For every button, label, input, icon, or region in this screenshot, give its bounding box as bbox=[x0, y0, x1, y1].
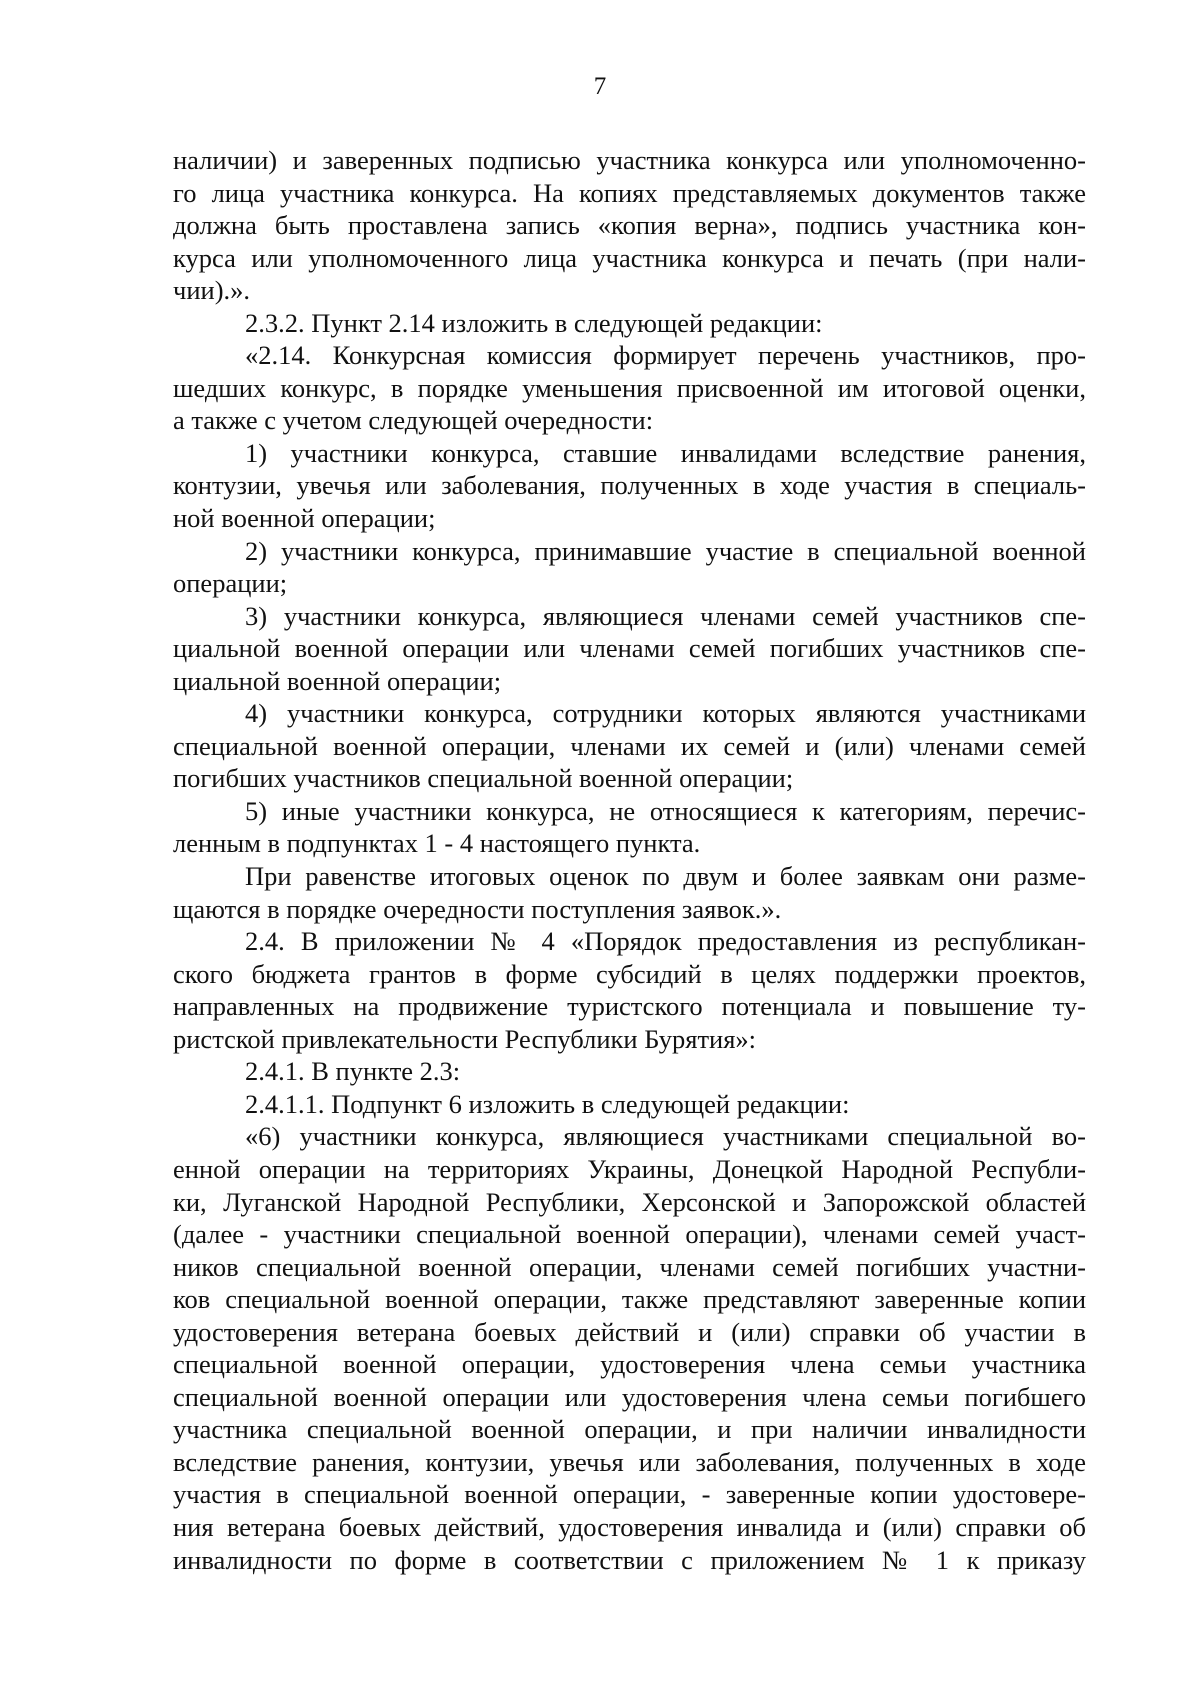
text-line: ной военной операции; bbox=[173, 503, 436, 534]
text-line: 2.4. В приложении № 4 «Порядок предоставления из республикан- bbox=[245, 926, 1086, 957]
text-line: контузии, увечья или заболевания, полученных в ходе участия в специаль- bbox=[173, 470, 1086, 501]
page-number: 7 bbox=[593, 73, 607, 100]
text-line: удостоверения ветерана боевых действий и (или) справки об участии в bbox=[173, 1316, 1086, 1347]
text-line: ников специальной военной операции, членами семей погибших участни- bbox=[173, 1251, 1086, 1282]
text-line: 2.4.1.1. Подпункт 6 изложить в следующей редакции: bbox=[245, 1088, 850, 1119]
text-line: 3) участники конкурса, являющиеся членами семей участников спе- bbox=[245, 600, 1086, 631]
text-line: участника специальной военной операции, и при наличии инвалидности bbox=[173, 1414, 1086, 1445]
text-line: го лица участника конкурса. На копиях представляемых документов также bbox=[173, 177, 1086, 208]
text-line: 5) иные участники конкурса, не относящиеся к категориям, перечис- bbox=[245, 795, 1086, 826]
text-line: «2.14. Конкурсная комиссия формирует перечень участников, про- bbox=[245, 340, 1086, 371]
text-line: должна быть проставлена запись «копия верна», подпись участника кон- bbox=[173, 210, 1086, 241]
text-line: курса или уполномоченного лица участника конкурса и печать (при нали- bbox=[173, 242, 1086, 273]
text-line: инвалидности по форме в соответствии с приложением № 1 к приказу bbox=[173, 1544, 1086, 1575]
text-line: 2.3.2. Пункт 2.14 изложить в следующей редакции: bbox=[245, 307, 823, 338]
text-line: енной операции на территориях Украины, Донецкой Народной Республи- bbox=[173, 1153, 1086, 1184]
text-line: 2) участники конкурса, принимавшие участие в специальной военной bbox=[245, 535, 1086, 566]
text-line: При равенстве итоговых оценок по двум и более заявкам они разме- bbox=[245, 861, 1086, 892]
text-line: ского бюджета грантов в форме субсидий в целях поддержки проектов, bbox=[173, 958, 1086, 989]
text-line: ки, Луганской Народной Республики, Херсонской и Запорожской областей bbox=[173, 1186, 1086, 1217]
text-line: ленным в подпунктах 1 - 4 настоящего пункта. bbox=[173, 828, 701, 859]
text-line: ристской привлекательности Республики Бурятия»: bbox=[173, 1023, 757, 1054]
text-line: специальной военной операции, членами их семей и (или) членами семей bbox=[173, 730, 1086, 761]
text-line: специальной военной операции, удостоверения члена семьи участника bbox=[173, 1349, 1086, 1380]
text-line: 1) участники конкурса, ставшие инвалидами вследствие ранения, bbox=[245, 437, 1086, 468]
text-line: ков специальной военной операции, также представляют заверенные копии bbox=[173, 1284, 1086, 1315]
text-line: циальной военной операции; bbox=[173, 665, 502, 696]
text-line: циальной военной операции или членами семей погибших участников спе- bbox=[173, 633, 1086, 664]
text-line: 4) участники конкурса, сотрудники которых являются участниками bbox=[245, 698, 1086, 729]
text-line: а также с учетом следующей очередности: bbox=[173, 405, 654, 436]
text-line: участия в специальной военной операции, - заверенные копии удостовере- bbox=[173, 1479, 1086, 1510]
text-line: специальной военной операции или удостоверения члена семьи погибшего bbox=[173, 1381, 1086, 1412]
text-line: шедших конкурс, в порядке уменьшения присвоенной им итоговой оценки, bbox=[173, 372, 1086, 403]
text-line: вследствие ранения, контузии, увечья или заболевания, полученных в ходе bbox=[173, 1446, 1086, 1477]
text-line: (далее - участники специальной военной операции), членами семей участ- bbox=[173, 1219, 1086, 1250]
text-line: операции; bbox=[173, 568, 288, 599]
text-line: ния ветерана боевых действий, удостоверения инвалида и (или) справки об bbox=[173, 1511, 1086, 1542]
document-body bbox=[173, 144, 1086, 1576]
text-line: «6) участники конкурса, являющиеся участниками специальной во- bbox=[245, 1121, 1086, 1152]
text-line: наличии) и заверенных подписью участника конкурса или уполномоченно- bbox=[173, 145, 1086, 175]
text-line: щаются в порядке очередности поступления заявок.». bbox=[173, 893, 782, 924]
text-line: направленных на продвижение туристского потенциала и повышение ту- bbox=[173, 991, 1086, 1022]
text-line: 2.4.1. В пункте 2.3: bbox=[245, 1056, 461, 1087]
text-line: погибших участников специальной военной операции; bbox=[173, 763, 794, 794]
text-line: чии).». bbox=[173, 275, 251, 306]
